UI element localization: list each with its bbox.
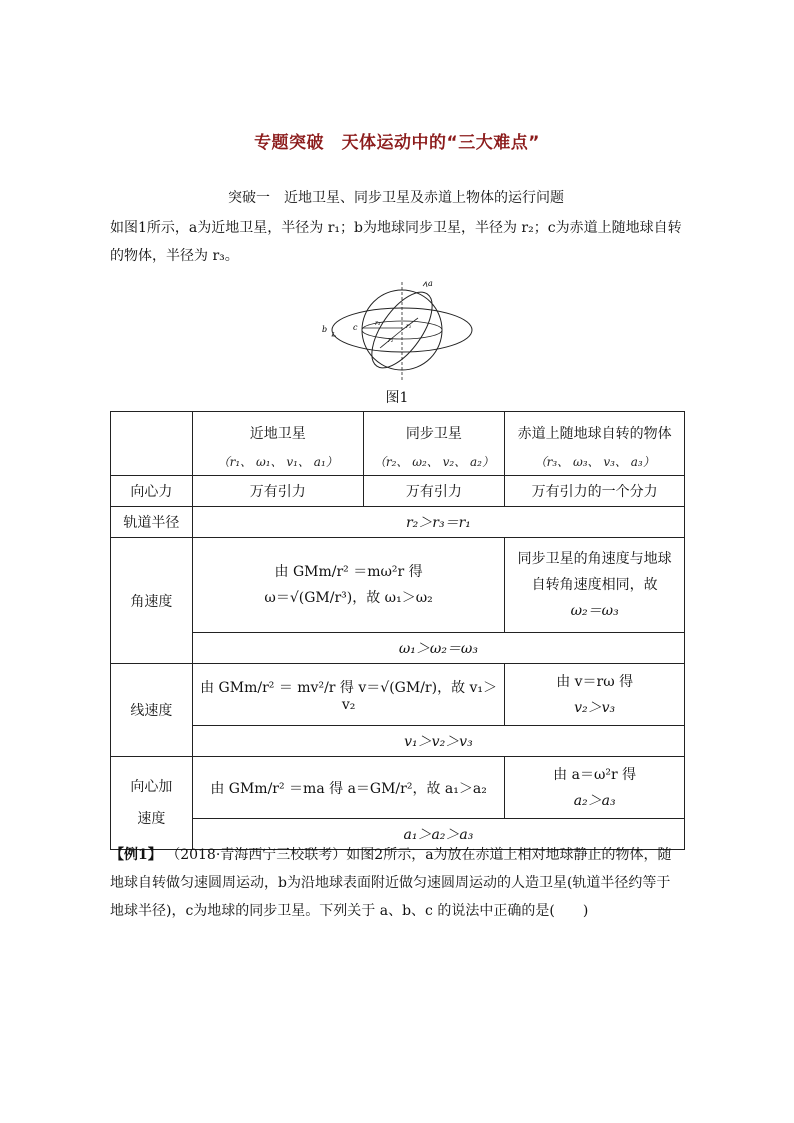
header-empty-cell [111,412,193,476]
header-synchronous-sub: （r₂、 ω₂、 v₂、 a₂） [373,455,494,469]
label-r2: r₂ [388,337,394,344]
page-title: 专题突破 天体运动中的“三大难点” [254,133,540,153]
row-label-line: 速度 [137,811,166,827]
formula-line: ω＝√(GM/r³)，故 ω₁＞ω₂ [264,590,433,606]
header-near-earth-sub: （r₁、 ω₁、 v₁、 a₁） [217,455,338,469]
table-row-linear-velocity [111,664,685,726]
orbit-arrow-a [423,282,427,287]
example-text: 如图2所示，a为放在赤道上相对地球静止的物体，随地球自转做匀速圆周运动，b为沿地球表面附近做匀速圆周运动的人造卫星(轨道半径约等于地球半径)，c为地球的同步卫星。下列关于 a、b、c 的说法中正确的是( ) [110,847,672,919]
header-equator-object [505,412,685,476]
formula-line: v₂＞v₃ [574,699,616,716]
row-label: 线速度 [111,664,193,757]
formula-line: 由 a＝ω²r 得 [553,766,637,783]
figure-caption: 图1 [385,390,409,406]
label-c: c [353,323,358,332]
table-cell: 万有引力 [192,476,363,507]
formula-line: ω₂＝ω₃ [570,603,619,619]
table-cell: 由 GMm/r² ＝ mv²/r 得 v＝√(GM/r)，故 v₁＞v₂ [192,664,504,726]
row-label: 轨道半径 [111,507,193,538]
text-line: 同步卫星的角速度与地球 [517,551,672,567]
label-r3: r₃ [375,320,381,327]
comparison-table [110,411,685,850]
example-paragraph [110,841,684,925]
table-cell [505,757,685,819]
intro-paragraph: 如图1所示，a为近地卫星，半径为 r₁；b为地球同步卫星，半径为 r₂；c为赤道上随地球自转的物体，半径为 r₃。 [110,220,682,264]
row-label-line: 向心加 [130,779,173,795]
section-title: 突破一 近地卫星、同步卫星及赤道上物体的运行问题 [228,190,564,206]
example-source: （2018·青海西宁三校联考） [166,847,347,863]
text-line: 自转角速度相同，故 [531,577,658,593]
table-cell [192,538,504,633]
header-near-earth-name: 近地卫星 [249,426,306,442]
label-b: b [322,325,328,334]
row-label: 向心力 [111,476,193,507]
table-row-centripetal-force [111,476,685,507]
table-cell: v₁＞v₂＞v₃ [192,726,684,757]
table-cell: ω₁＞ω₂＝ω₃ [192,633,684,664]
table-cell: 由 GMm/r² ＝ma 得 a＝GM/r²，故 a₁＞a₂ [192,757,504,819]
header-synchronous-name: 同步卫星 [405,426,462,442]
label-a: a [428,280,433,288]
label-r1: r₁ [406,323,412,330]
table-cell: 万有引力 [363,476,505,507]
table-row-linear-summary [111,726,685,757]
table-cell: r₂＞r₃＝r₁ [192,507,684,538]
table-row-centripetal-accel [111,757,685,819]
header-equator-object-sub: （r₃、 ω₃、 v₃、 a₃） [534,455,655,469]
orbit-diagram [320,280,480,385]
table-row-angular-velocity [111,538,685,633]
table-row-orbit-radius [111,507,685,538]
header-synchronous [363,412,505,476]
formula-line: 由 GMm/r² ＝mω²r 得 [274,564,423,580]
table-cell [505,538,685,633]
header-equator-object-name: 赤道上随地球自转的物体 [517,426,672,442]
table-header-row [111,412,685,476]
example-tag: 【例1】 [110,847,162,863]
header-near-earth [192,412,363,476]
table-cell [505,664,685,726]
formula-line: 由 v＝rω 得 [556,673,634,690]
table-cell: a₁＞a₂＞a₃ [192,819,684,850]
formula-line: a₂＞a₃ [573,792,616,809]
row-label [111,757,193,850]
table-cell: 万有引力的一个分力 [505,476,685,507]
row-label: 角速度 [111,538,193,664]
table-row-angular-summary [111,633,685,664]
